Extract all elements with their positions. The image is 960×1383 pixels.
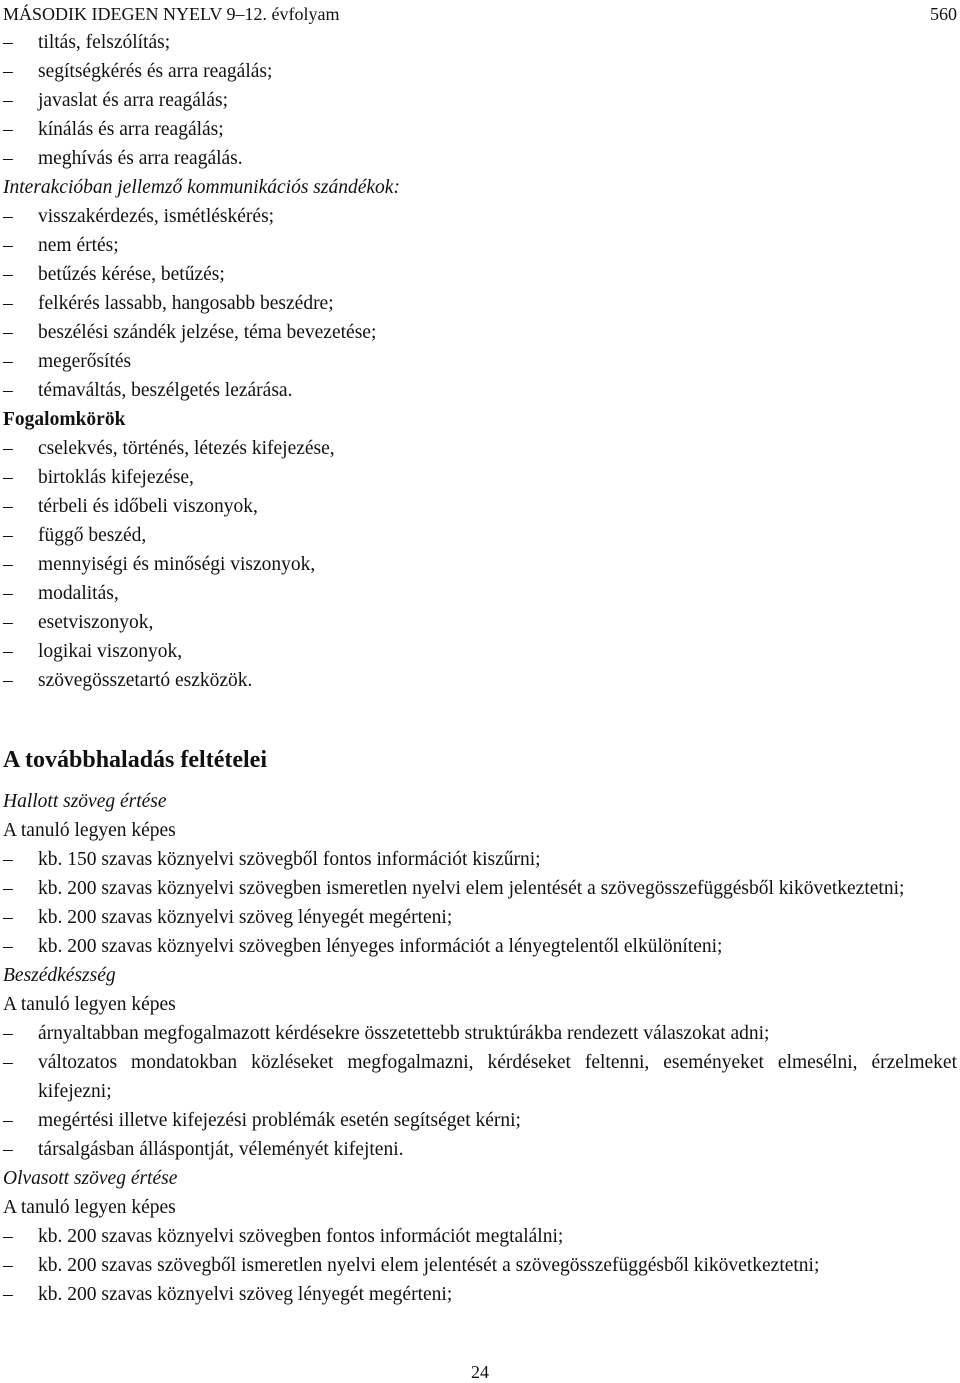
dash-bullet-icon: – bbox=[3, 496, 13, 517]
list-item: – meghívás és arra reagálás. bbox=[3, 144, 957, 173]
dash-bullet-icon: – bbox=[3, 1255, 13, 1276]
header-title: MÁSODIK IDEGEN NYELV 9–12. évfolyam bbox=[3, 4, 340, 24]
dash-bullet-icon: – bbox=[3, 878, 13, 899]
concepts-list bbox=[3, 434, 957, 695]
list-item: – kb. 200 szavas köznyelvi szöveg lényegét megérteni; bbox=[3, 903, 957, 932]
list-item: – tiltás, felszólítás; bbox=[3, 28, 957, 57]
intent-list bbox=[3, 28, 957, 173]
list-item: – társalgásban álláspontját, véleményét kifejteni. bbox=[3, 1135, 957, 1164]
listening-intro: A tanuló legyen képes bbox=[3, 820, 176, 841]
dash-bullet-icon: – bbox=[3, 90, 13, 111]
list-item: – megértési illetve kifejezési problémák esetén segítséget kérni; bbox=[3, 1106, 957, 1135]
dash-bullet-icon: – bbox=[3, 206, 13, 227]
dash-bullet-icon: – bbox=[3, 641, 13, 662]
dash-bullet-icon: – bbox=[3, 1284, 13, 1305]
listening-list bbox=[3, 845, 957, 961]
list-item: – megerősítés bbox=[3, 347, 957, 376]
list-item: – visszakérdezés, ismétléskérés; bbox=[3, 202, 957, 231]
dash-bullet-icon: – bbox=[3, 525, 13, 546]
dash-bullet-icon: – bbox=[3, 235, 13, 256]
list-item: – segítségkérés és arra reagálás; bbox=[3, 57, 957, 86]
list-item: – felkérés lassabb, hangosabb beszédre; bbox=[3, 289, 957, 318]
list-item: – kb. 150 szavas köznyelvi szövegből fontos információt kiszűrni; bbox=[3, 845, 957, 874]
dash-bullet-icon: – bbox=[3, 1226, 13, 1247]
dash-bullet-icon: – bbox=[3, 380, 13, 401]
dash-bullet-icon: – bbox=[3, 61, 13, 82]
list-item: – esetviszonyok, bbox=[3, 608, 957, 637]
speaking-intro: A tanuló legyen képes bbox=[3, 994, 176, 1015]
dash-bullet-icon: – bbox=[3, 670, 13, 691]
list-item: – cselekvés, történés, létezés kifejezése, bbox=[3, 434, 957, 463]
dash-bullet-icon: – bbox=[3, 264, 13, 285]
list-item: – mennyiségi és minőségi viszonyok, bbox=[3, 550, 957, 579]
interaction-heading: Interakcióban jellemző kommunikációs szándékok: bbox=[3, 177, 400, 198]
dash-bullet-icon: – bbox=[3, 583, 13, 604]
dash-bullet-icon: – bbox=[3, 351, 13, 372]
reading-list bbox=[3, 1222, 957, 1309]
list-item: – kb. 200 szavas köznyelvi szövegben lényeges információt a lényegtelentől elkülöníteni; bbox=[3, 932, 957, 961]
dash-bullet-icon: – bbox=[3, 1139, 13, 1160]
list-item: – árnyaltabban megfogalmazott kérdésekre összetettebb struktúrákba rendezett válaszokat adni; bbox=[3, 1019, 957, 1048]
list-item: – térbeli és időbeli viszonyok, bbox=[3, 492, 957, 521]
list-item: – logikai viszonyok, bbox=[3, 637, 957, 666]
list-item: – javaslat és arra reagálás; bbox=[3, 86, 957, 115]
list-item: – modalitás, bbox=[3, 579, 957, 608]
document-body bbox=[3, 28, 957, 1309]
dash-bullet-icon: – bbox=[3, 1052, 13, 1073]
dash-bullet-icon: – bbox=[3, 119, 13, 140]
page-header bbox=[3, 0, 957, 28]
reading-title: Olvasott szöveg értése bbox=[3, 1168, 178, 1189]
list-item: – szövegösszetartó eszközök. bbox=[3, 666, 957, 695]
dash-bullet-icon: – bbox=[3, 554, 13, 575]
header-page-number: 560 bbox=[930, 4, 957, 24]
dash-bullet-icon: – bbox=[3, 467, 13, 488]
list-item: – kínálás és arra reagálás; bbox=[3, 115, 957, 144]
speaking-title: Beszédkészség bbox=[3, 965, 116, 986]
list-item: – függő beszéd, bbox=[3, 521, 957, 550]
dash-bullet-icon: – bbox=[3, 32, 13, 53]
list-item: – birtoklás kifejezése, bbox=[3, 463, 957, 492]
listening-title: Hallott szöveg értése bbox=[3, 791, 167, 812]
dash-bullet-icon: – bbox=[3, 849, 13, 870]
dash-bullet-icon: – bbox=[3, 148, 13, 169]
list-item: – beszélési szándék jelzése, téma bevezetése; bbox=[3, 318, 957, 347]
list-item: – témaváltás, beszélgetés lezárása. bbox=[3, 376, 957, 405]
dash-bullet-icon: – bbox=[3, 438, 13, 459]
reading-intro: A tanuló legyen képes bbox=[3, 1197, 176, 1218]
dash-bullet-icon: – bbox=[3, 1110, 13, 1131]
dash-bullet-icon: – bbox=[3, 936, 13, 957]
dash-bullet-icon: – bbox=[3, 907, 13, 928]
list-item: – nem értés; bbox=[3, 231, 957, 260]
concepts-heading: Fogalomkörök bbox=[3, 409, 126, 430]
list-item: – kb. 200 szavas köznyelvi szövegben fontos információt megtalálni; bbox=[3, 1222, 957, 1251]
dash-bullet-icon: – bbox=[3, 1023, 13, 1044]
list-item: – betűzés kérése, betűzés; bbox=[3, 260, 957, 289]
dash-bullet-icon: – bbox=[3, 293, 13, 314]
speaking-list bbox=[3, 1019, 957, 1164]
list-item: – kb. 200 szavas köznyelvi szövegben ismeretlen nyelvi elem jelentését a szövegösszefüggésből kikövetkeztetni; bbox=[3, 874, 957, 903]
dash-bullet-icon: – bbox=[3, 322, 13, 343]
dash-bullet-icon: – bbox=[3, 612, 13, 633]
list-item: – változatos mondatokban közléseket megfogalmazni, kérdéseket feltenni, eseményeket elmesélni, érzelmeket kifejezni; bbox=[3, 1048, 957, 1106]
list-item: – kb. 200 szavas köznyelvi szöveg lényegét megérteni; bbox=[3, 1280, 957, 1309]
page-footer bbox=[0, 1361, 960, 1383]
footer-page-number: 24 bbox=[471, 1362, 489, 1382]
list-item: – kb. 200 szavas szövegből ismeretlen nyelvi elem jelentését a szövegösszefüggésből kikövetkeztetni; bbox=[3, 1251, 957, 1280]
interaction-list bbox=[3, 202, 957, 405]
section-title: A továbbhaladás feltételei bbox=[3, 747, 267, 773]
